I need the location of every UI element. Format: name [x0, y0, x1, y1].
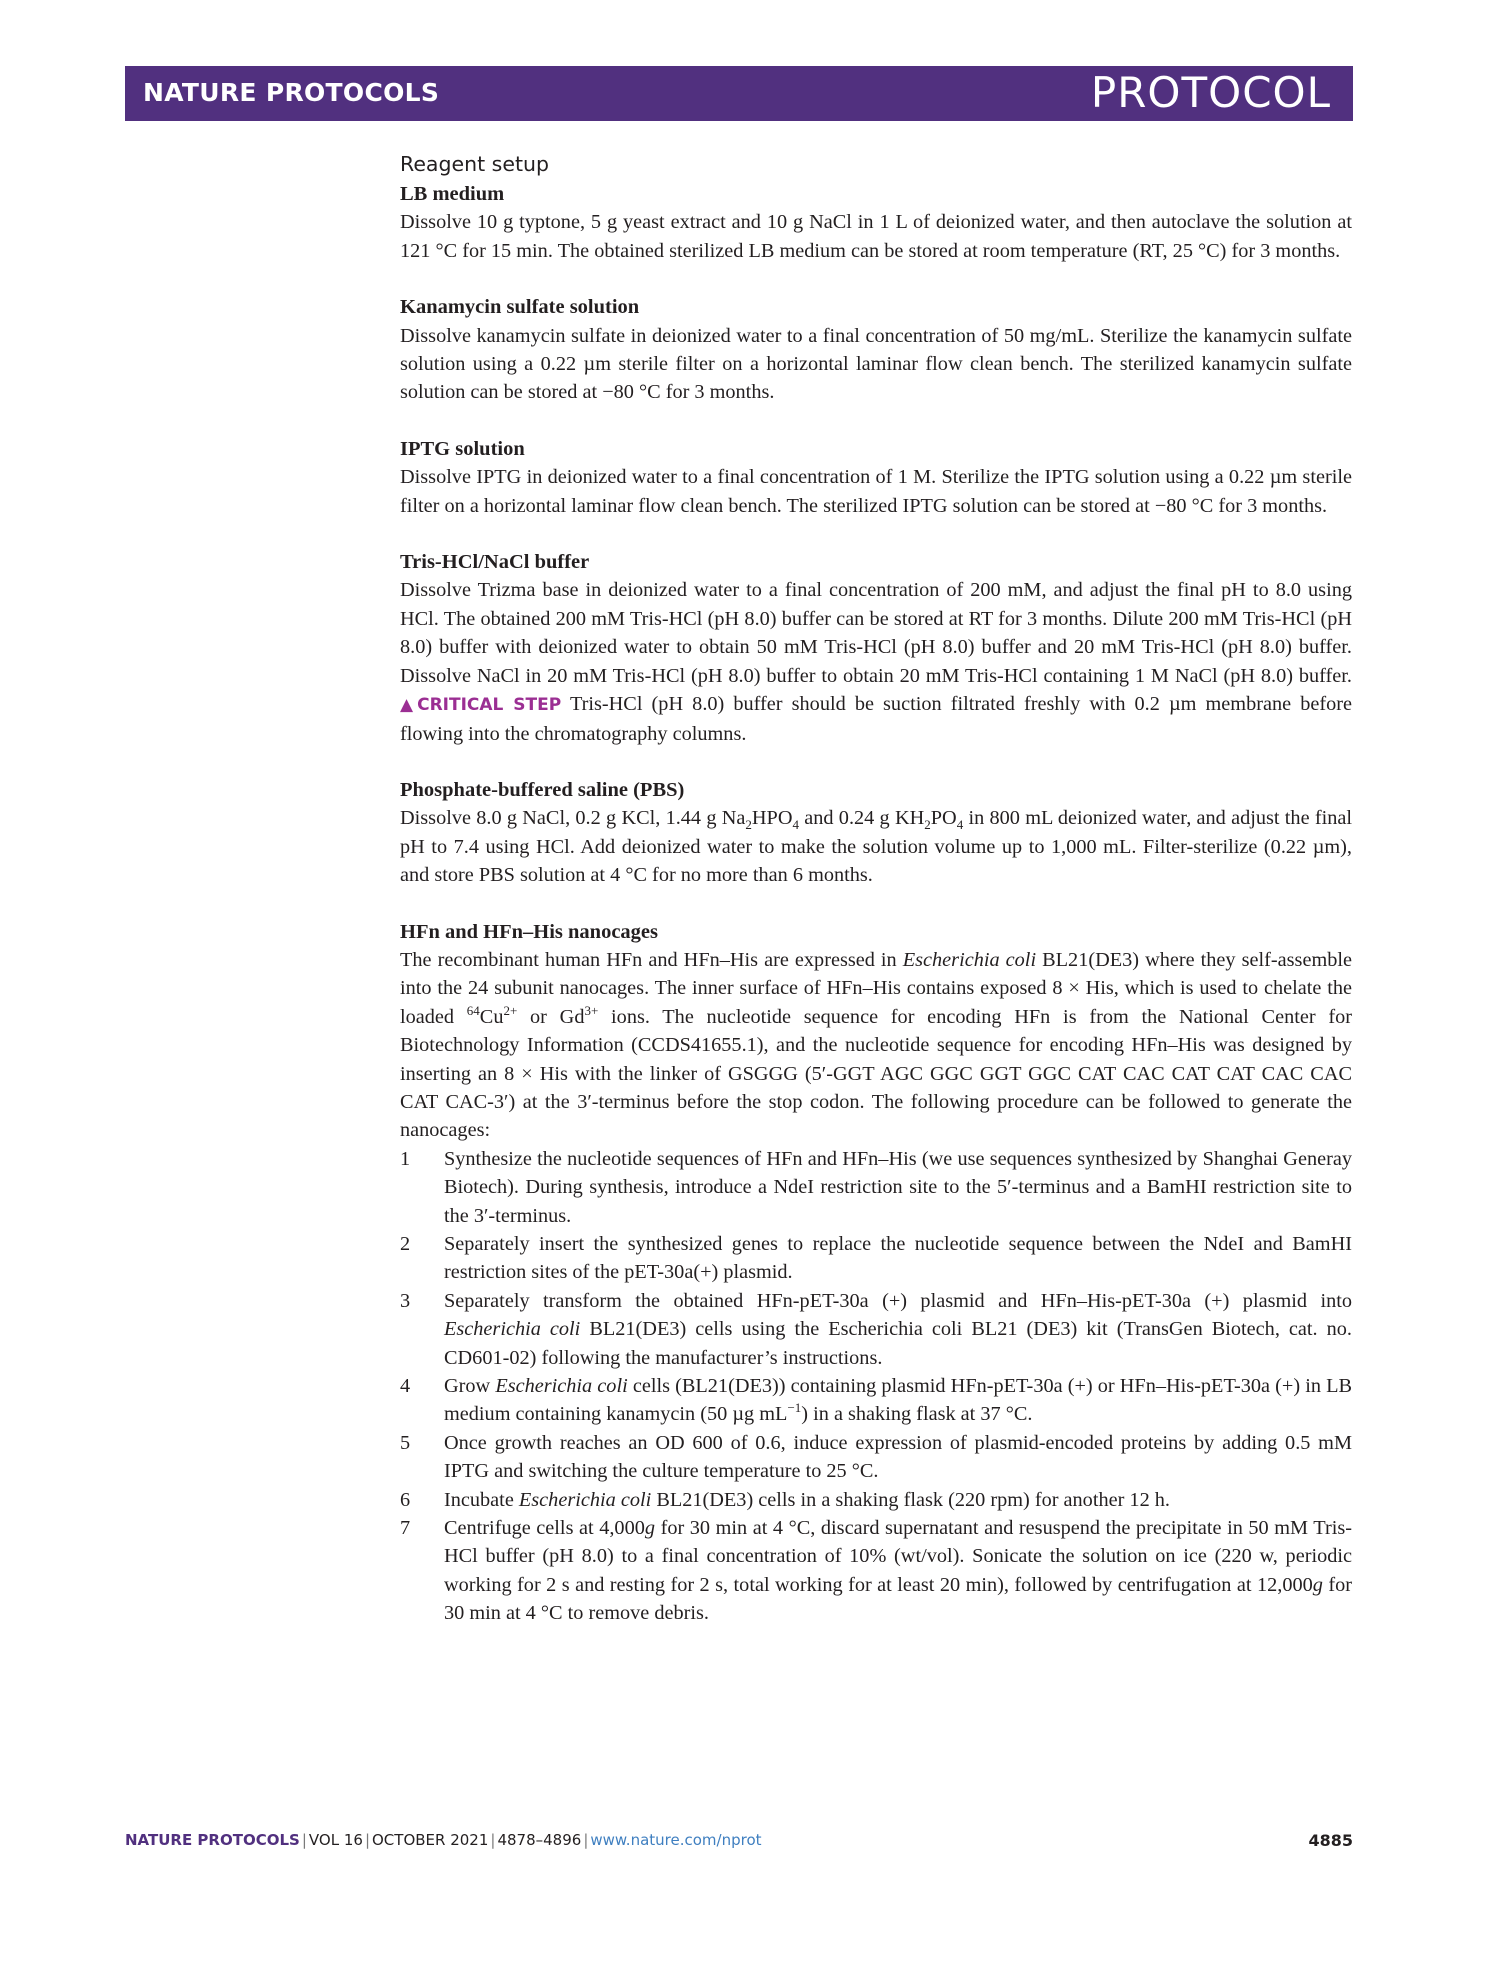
step-text	[444, 1287, 1352, 1372]
hfn-sup-3: 3+	[584, 1002, 599, 1018]
step-text-part: Grow	[444, 1375, 496, 1398]
footer-volume: VOL 16	[308, 1831, 363, 1849]
step-number: 5	[400, 1431, 411, 1454]
step-text-part: BL21(DE3) cells in a shaking flask (220 rpm) for another 12 h.	[651, 1488, 1170, 1511]
tris-text-after: Tris-HCl (pH 8.0) buffer should be suction filtrated freshly with 0.2 µm membrane before flowing into the chromatography columns.	[400, 693, 1352, 745]
main-content	[400, 150, 1352, 1628]
kanamycin-block	[400, 293, 1352, 407]
hfn-sup-2: 2+	[503, 1002, 518, 1018]
tris-paragraph	[400, 576, 1352, 747]
hfn-heading: HFn and HFn–His nanocages	[400, 920, 659, 943]
pbs-sub-3: 2	[924, 817, 931, 833]
hfn-text-2: BL21(DE3) where they self-assemble into the 24 subunit nanocages. The inner surface of HFn–His contains exposed 8 × His, which is used to chelate the loaded	[400, 948, 1352, 1028]
step-number: 3	[400, 1289, 411, 1312]
page-number: 4885	[1308, 1831, 1353, 1850]
footer-pages: 4878–4896	[497, 1831, 582, 1849]
lb-medium-heading: LB medium	[400, 183, 505, 205]
procedure-step	[400, 1145, 1352, 1230]
step-number: 6	[400, 1488, 411, 1511]
procedure-step	[400, 1287, 1352, 1372]
step-number: 2	[400, 1233, 411, 1255]
pbs-block	[400, 776, 1352, 890]
step-text-part: BL21(DE3) cells using the Escherichia coli BL21 (DE3) kit (TransGen Biotech, cat. no. CD601-02) following the manufacturer’s instructions.	[444, 1318, 1353, 1369]
step-species: Escherichia coli	[518, 1488, 652, 1511]
journal-name: NATURE PROTOCOLS	[143, 78, 440, 107]
hfn-text-4: or Gd	[517, 1005, 585, 1028]
footer-separator: |	[364, 1831, 370, 1849]
step-text	[444, 1514, 1352, 1628]
footer-separator: |	[301, 1831, 307, 1849]
hfn-text-5: ions. The nucleotide sequence for encoding HFn is from the National Center for Biotechnology Information (CCDS41655.1), and the nucleotide sequence for encoding HFn–His was designed by inserting an 8 × His with the linker of GSGGG (5′-GGT AGC GGC GGT GGC CAT CAC CAT CAT CAC CAC CAT CAC-3′) at the 3′-terminus before the stop codon. The following procedure can be followed to generate the nanocages:	[400, 1005, 1352, 1142]
step-text-part: Centrifuge cells at 4,000	[444, 1517, 645, 1540]
article-type-label: PROTOCOL	[1090, 68, 1331, 117]
step-text-part: Separately transform the obtained HFn-pET-30a (+) plasmid and HFn–His-pET-30a (+) plasmid into	[444, 1289, 1352, 1312]
pbs-sub-2: 4	[792, 817, 799, 833]
kanamycin-text: Dissolve kanamycin sulfate in deionized water to a final concentration of 50 mg/mL. Sterilize the kanamycin sulfate solution using a 0.22 µm sterile filter on a horizontal laminar flow clean bench. The sterilized kanamycin sulfate solution can be stored at −80 °C for 3 months.	[400, 324, 1352, 404]
hfn-species: Escherichia coli	[902, 948, 1037, 971]
pbs-heading: Phosphate-buffered saline (PBS)	[400, 778, 685, 801]
hfn-text-1: The recombinant human HFn and HFn–His are expressed in	[400, 948, 903, 971]
lb-medium-block	[400, 180, 1352, 265]
step-text: Separately insert the synthesized genes to replace the nucleotide sequence between the NdeI and BamHI restriction sites of the pET-30a(+) plasmid.	[444, 1233, 1352, 1284]
step-text-part: for 30 min at 4 °C to remove debris.	[444, 1573, 1353, 1625]
procedure-step	[400, 1514, 1352, 1628]
pbs-sub-1: 2	[745, 817, 752, 833]
iptg-text: Dissolve IPTG in deionized water to a final concentration of 1 M. Sterilize the IPTG solution using a 0.22 µm sterile filter on a horizontal laminar flow clean bench. The sterilized IPTG solution can be stored at −80 °C for 3 months.	[400, 466, 1352, 517]
procedure-step	[400, 1230, 1352, 1287]
hfn-text-3: Cu	[479, 1005, 504, 1028]
critical-step-label: ▲CRITICAL STEP	[400, 695, 562, 716]
procedure-step	[400, 1486, 1352, 1514]
step-italic-unit: g	[644, 1517, 655, 1540]
section-title: Reagent setup	[400, 152, 550, 176]
step-text	[444, 1486, 1352, 1514]
tris-heading: Tris-HCl/NaCl buffer	[400, 551, 590, 574]
lb-medium-text: Dissolve 10 g typtone, 5 g yeast extract and 10 g NaCl in 1 L of deionized water, and then autoclave the solution at 121 °C for 15 min. The obtained sterilized LB medium can be stored at room temperature (RT, 25 °C) for 3 months.	[400, 211, 1352, 262]
pbs-paragraph	[400, 804, 1352, 889]
step-sup: −1	[787, 1400, 802, 1416]
step-number: 4	[400, 1375, 411, 1398]
step-text-part: for 30 min at 4 °C, discard supernatant and resuspend the precipitate in 50 mM Tris-HCl buffer (pH 8.0) to a final concentration of 10% (wt/vol). Sonicate the solution on ice (220 w, periodic working for 2 s and resting for 2 s, total working for at least 20 min), followed by centrifugation at 12,000	[444, 1517, 1352, 1596]
footer-date: OCTOBER 2021	[372, 1831, 489, 1849]
step-species: Escherichia coli	[444, 1318, 581, 1341]
tris-block	[400, 548, 1352, 748]
footer-journal: NATURE PROTOCOLS	[125, 1831, 300, 1849]
pbs-text-5: in 800 mL deionized water, and adjust the final pH to 7.4 using HCl. Add deionized water to make the solution volume up to 1,000 mL. Filter-sterilize (0.22 µm), and store PBS solution at 4 °C for no more than 6 months.	[400, 807, 1353, 887]
footer-separator: |	[583, 1831, 589, 1849]
pbs-text-4: PO	[930, 807, 957, 830]
pbs-text-3: and 0.24 g KH	[798, 807, 925, 830]
kanamycin-heading: Kanamycin sulfate solution	[400, 296, 640, 319]
step-text-part: ) in a shaking flask at 37 °C.	[801, 1403, 1033, 1426]
step-text: Once growth reaches an OD 600 of 0.6, induce expression of plasmid-encoded proteins by adding 0.5 mM IPTG and switching the culture temperature to 25 °C.	[444, 1431, 1352, 1483]
step-species: Escherichia coli	[495, 1375, 628, 1398]
step-text-part: Incubate	[444, 1488, 519, 1511]
pbs-text-1: Dissolve 8.0 g NaCl, 0.2 g KCl, 1.44 g Na	[400, 807, 746, 830]
step-text: Synthesize the nucleotide sequences of HFn and HFn–His (we use sequences synthesized by Shanghai Generay Biotech). During synthesis, introduce a NdeI restriction site to the 5′-terminus and a BamHI restriction site to the 3′-terminus.	[444, 1147, 1352, 1227]
procedure-steps	[400, 1145, 1352, 1628]
hfn-paragraph	[400, 946, 1352, 1145]
tris-text-before: Dissolve Trizma base in deionized water to a final concentration of 200 mM, and adjust the final pH to 8.0 using HCl. The obtained 200 mM Tris-HCl (pH 8.0) buffer can be stored at RT for 3 months. Dilute 200 mM Tris-HCl (pH 8.0) buffer with deionized water to obtain 50 mM Tris-HCl (pH 8.0) buffer and 20 mM Tris-HCl (pH 8.0) buffer. Dissolve NaCl in 20 mM Tris-HCl (pH 8.0) buffer to obtain 20 mM Tris-HCl containing 1 M NaCl (pH 8.0) buffer.	[400, 579, 1352, 687]
step-number: 1	[400, 1147, 411, 1170]
step-text-part: cells (BL21(DE3)) containing plasmid HFn-pET-30a (+) or HFn–His-pET-30a (+) in LB medium containing kanamycin (50 µg mL	[444, 1375, 1352, 1426]
hfn-block	[400, 918, 1352, 1628]
footer-url-link[interactable]: www.nature.com/nprot	[590, 1831, 762, 1849]
procedure-step	[400, 1429, 1352, 1486]
step-italic-unit: g	[1312, 1573, 1323, 1596]
pbs-sub-4: 4	[956, 817, 964, 833]
header-bar	[125, 66, 1353, 121]
iptg-heading: IPTG solution	[400, 437, 525, 460]
iptg-block	[400, 435, 1352, 520]
footer-separator: |	[490, 1831, 496, 1849]
step-number: 7	[400, 1517, 411, 1540]
pbs-text-2: HPO	[751, 807, 793, 830]
page-footer	[125, 1831, 1353, 1849]
hfn-sup-1: 64	[466, 1002, 480, 1018]
procedure-step	[400, 1372, 1352, 1429]
step-text	[444, 1372, 1352, 1429]
